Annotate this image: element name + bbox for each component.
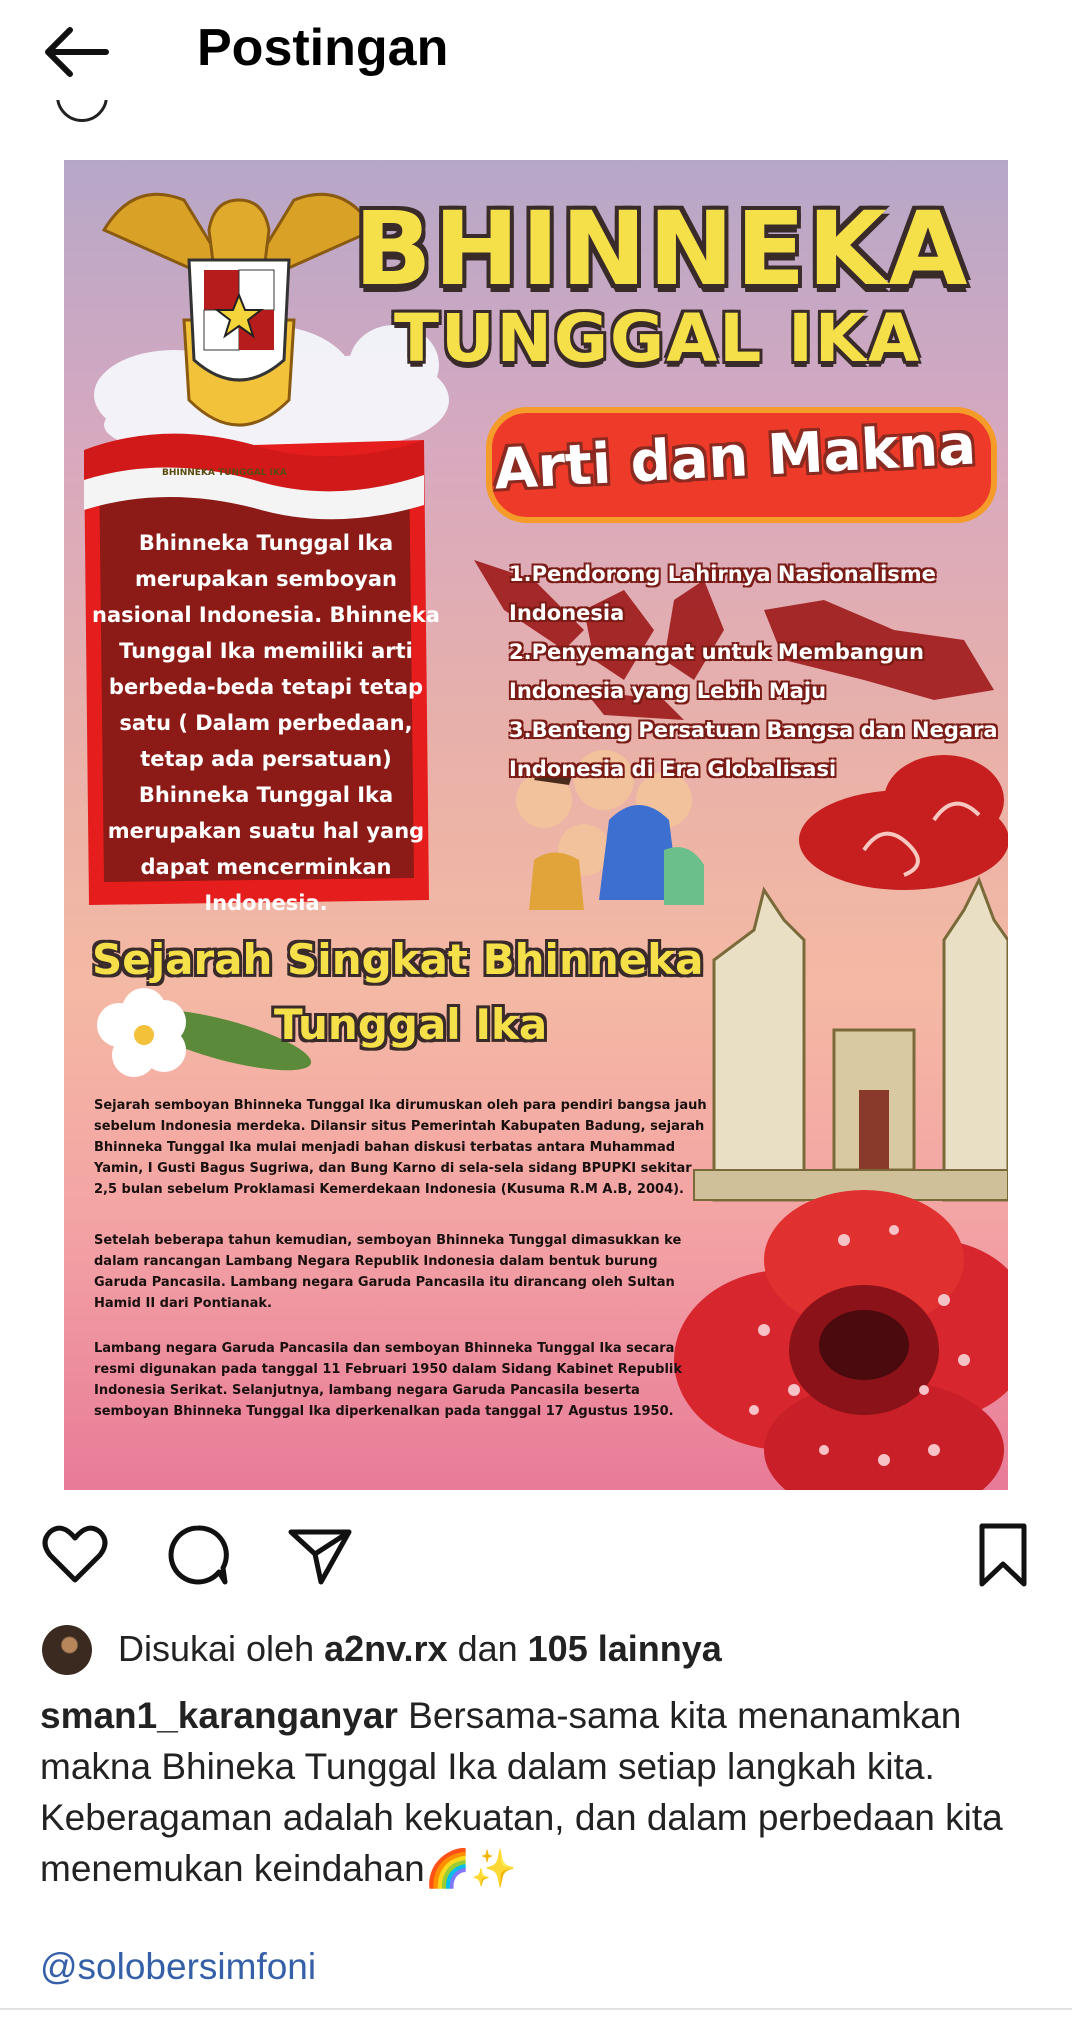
likes-row[interactable]: [42, 1620, 1042, 1680]
liker-avatar[interactable]: [42, 1625, 92, 1675]
comment-icon[interactable]: [163, 1520, 233, 1590]
sejarah-paragraph: Lambang negara Garuda Pancasila dan semboyan Bhinneka Tunggal Ika secara resmi digunakan pada tanggal 11 Februari 1950 dalam Sidang Kabinet Republik Indonesia Serikat. Selanjutnya, lambang negara Garuda Pancasila beserta semboyan Bhinneka Tunggal Ika diperkenalkan pada tanggal 17 Agustus 1950.: [94, 1341, 682, 1419]
page-title: Postingan: [197, 19, 449, 77]
makna-item: 2.Penyemangat untuk Membangun Indonesia yang Lebih Maju: [509, 640, 924, 703]
sejarah-heading-line2: Tunggal Ika: [274, 1000, 548, 1049]
likes-conj: dan: [457, 1628, 518, 1669]
sejarah-paragraph: Setelah beberapa tahun kemudian, semboyan Bhinneka Tunggal dimasukkan ke dalam rancangan Lambang Negara Republik Indonesia dalam bentuk burung Garuda Pancasila. Lambang negara Garuda Pancasila itu dirancang oleh Sultan Hamid II dari Pontianak.: [94, 1233, 682, 1311]
poster-title-line1: BHINNEKA: [354, 190, 970, 309]
action-bar: [0, 1510, 1072, 1600]
poster-title-line2: TUNGGAL IKA: [394, 300, 922, 377]
share-icon[interactable]: [285, 1520, 355, 1590]
bookmark-icon[interactable]: [968, 1520, 1038, 1590]
makna-item: 1.Pendorong Lahirnya Nasionalisme Indonesia: [509, 562, 936, 625]
rafflesia-flower: [674, 1190, 1008, 1490]
likes-count[interactable]: 105 lainnya: [527, 1628, 722, 1669]
back-arrow-icon[interactable]: [40, 22, 110, 82]
makna-list: [509, 555, 999, 789]
post-caption: [40, 1690, 1040, 1894]
caption-username[interactable]: sman1_karanganyar: [40, 1695, 398, 1736]
post-image[interactable]: [64, 160, 1008, 1490]
makna-item: 3.Benteng Persatuan Bangsa dan Negara Indonesia di Era Globalisasi: [509, 718, 998, 781]
caption-mention[interactable]: @solobersimfoni: [40, 1946, 317, 1987]
likes-text: [118, 1628, 722, 1670]
sejarah-heading-line1: Sejarah Singkat Bhinneka: [92, 935, 704, 984]
caption-text: Bersama-sama kita menanamkan makna Bhineka Tunggal Ika dalam setiap langkah kita. Keberagaman adalah kekuatan, dan dalam perbedaan kita menemukan keindahan🌈✨: [40, 1695, 1003, 1889]
bali-gate: [694, 880, 1008, 1200]
sejarah-paragraph: Sejarah semboyan Bhinneka Tunggal Ika dirumuskan oleh para pendiri bangsa jauh sebelum Indonesia merdeka. Dilansir situs Pemerintah Kabupaten Badung, sejarah Bhinneka Tunggal Ika mulai menjadi bahan diskusi terbatas antara Muhammad Yamin, I Gusti Bagus Sugriwa, dan Bung Karno di sela-sela sidang BPUPKI sekitar 2,5 bulan sebelum Proklamasi Kemerdekaan Indonesia (Kusuma R.M A.B, 2004).: [94, 1098, 707, 1197]
seal-motto: BHINNEKA TUNGGAL IKA: [162, 468, 287, 478]
arti-dan-makna-heading: Arti dan Makna: [492, 412, 978, 503]
top-bar: [0, 0, 1072, 110]
divider: [0, 2008, 1072, 2010]
author-avatar[interactable]: [56, 100, 108, 132]
heart-icon[interactable]: [40, 1520, 110, 1590]
likes-prefix: Disukai oleh: [118, 1628, 315, 1669]
intro-text: Bhinneka Tunggal Ika merupakan semboyan nasional Indonesia. Bhinneka Tunggal Ika memiliki arti berbeda-beda tetapi tetap satu ( Dalam perbedaan, tetap ada persatuan) Bhinneka Tunggal Ika merupakan suatu hal yang dapat mencerminkan Indonesia.: [92, 531, 440, 915]
liker-username[interactable]: a2nv.rx: [324, 1628, 448, 1669]
